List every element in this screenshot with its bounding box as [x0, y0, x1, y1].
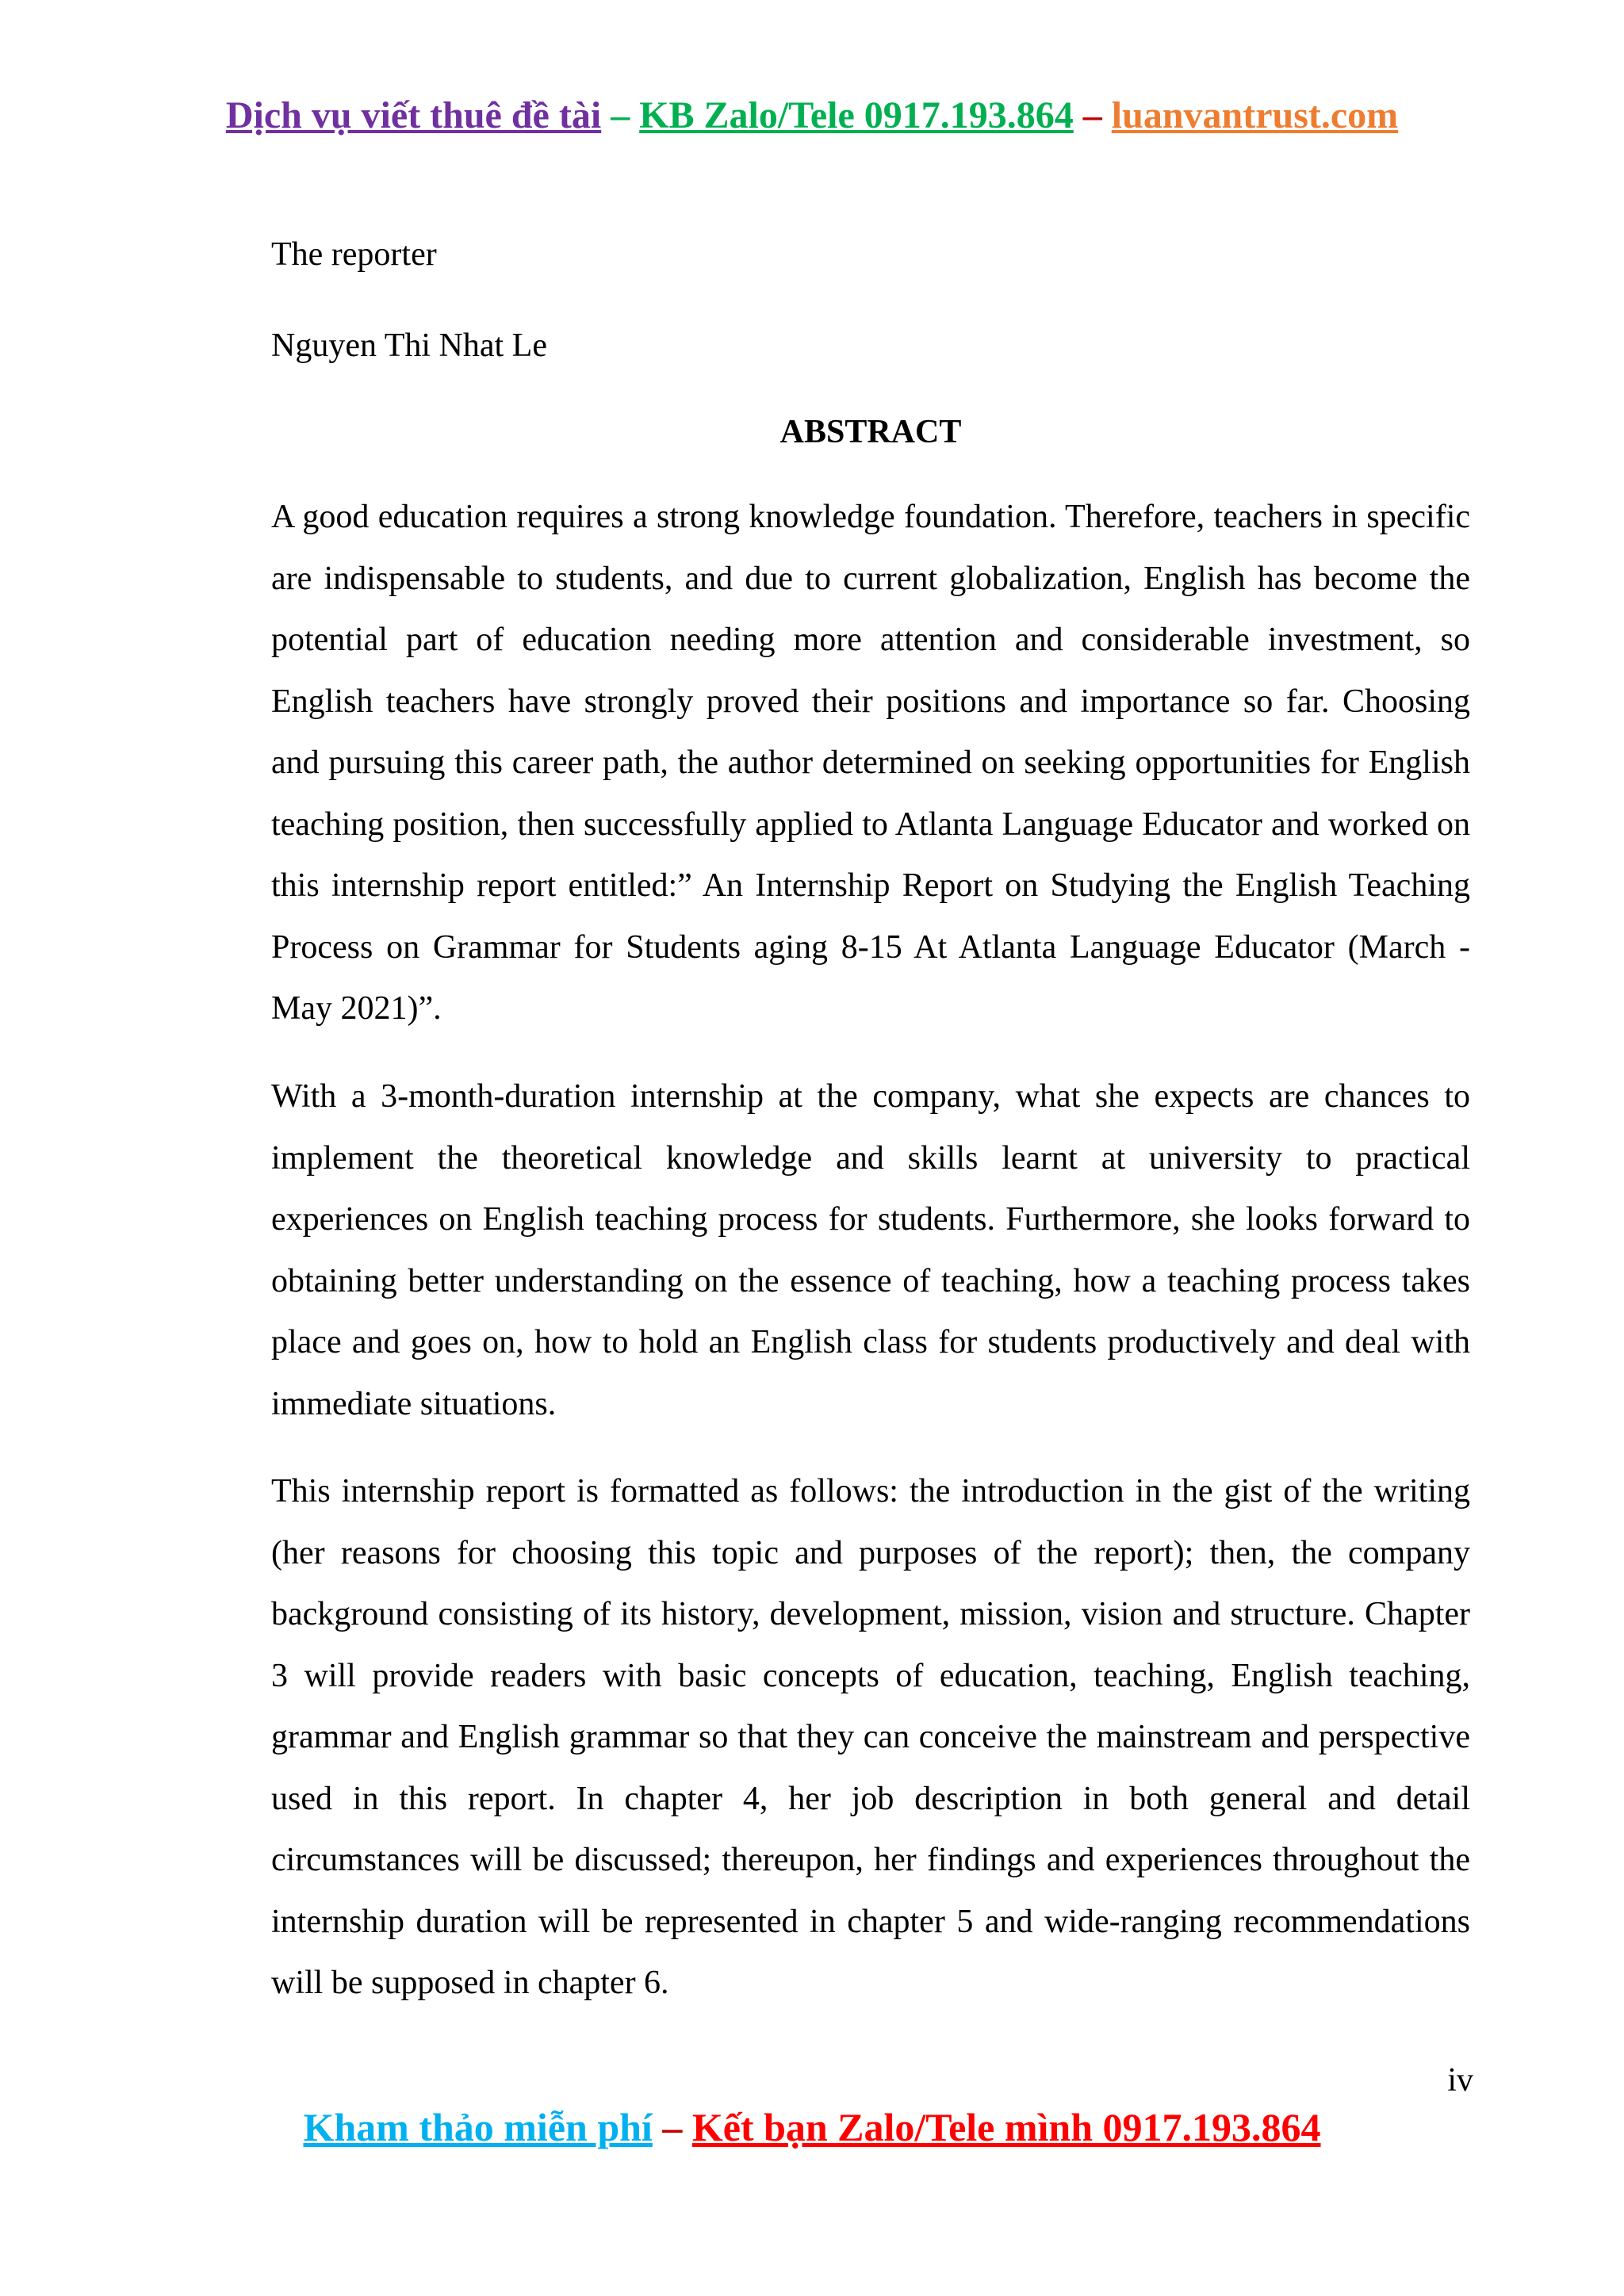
abstract-paragraph: This internship report is formatted as follows: the introduction in the gist of the writing (her reasons for choosing this topic and purposes of the report); then, the company background consisting of its history, development, mission, vision and structure. Chapter 3 will provide readers with basic concepts of education, teaching, English teaching, grammar and English grammar so that they can conceive the mainstream and perspective used in this report. In chapter 4, her job description in both general and detail circumstances will be discussed; thereupon, her findings and experiences throughout the internship duration will be represented in chapter 5 and wide-ranging recommendations will be supposed in chapter 6. — [271, 1473, 1470, 2001]
page-number: iv — [1447, 2062, 1473, 2099]
abstract-paragraph: With a 3-month-duration internship at the company, what she expects are chances to implement the theoretical knowledge and skills learnt at university to practical experiences on English teaching process for students. Furthermore, she looks forward to obtaining better understanding on the essence of teaching, how a teaching process takes place and goes on, how to hold an English class for students productively and deal with immediate situations. — [271, 1078, 1470, 1422]
header-link-writing-service[interactable]: Dịch vụ viết thuê đề tài — [225, 94, 602, 136]
footer-link-contact[interactable]: Kết bạn Zalo/Tele mình 0917.193.864 — [691, 2105, 1321, 2149]
footer-separator: – — [662, 2105, 683, 2149]
page-header-banner — [0, 94, 1624, 137]
signature-block — [271, 227, 1470, 373]
header-separator: – — [611, 94, 630, 136]
abstract-heading: ABSTRACT — [779, 414, 962, 450]
reporter-name: Nguyen Thi Nhat Le — [271, 327, 547, 364]
footer-link-free-reference[interactable]: Kham thảo miễn phí — [303, 2105, 653, 2149]
header-link-contact[interactable]: KB Zalo/Tele 0917.193.864 — [639, 94, 1074, 136]
header-link-website[interactable]: luanvantrust.com — [1111, 94, 1399, 136]
reporter-label: The reporter — [271, 236, 437, 273]
header-separator: – — [1082, 94, 1102, 136]
page-footer-banner — [0, 2104, 1624, 2150]
abstract-paragraph: A good education requires a strong knowledge foundation. Therefore, teachers in specific are indispensable to students, and due to current globalization, English has become the potential part of education needing more attention and considerable investment, so English teachers have strongly proved their positions and importance so far. Choosing and pursuing this career path, the author determined on seeking opportunities for English teaching position, then successfully applied to Atlanta Language Educator and worked on this internship report entitled:” An Internship Report on Studying the English Teaching Process on Grammar for Students aging 8-15 At Atlanta Language Educator (March - May 2021)”. — [271, 499, 1470, 1027]
